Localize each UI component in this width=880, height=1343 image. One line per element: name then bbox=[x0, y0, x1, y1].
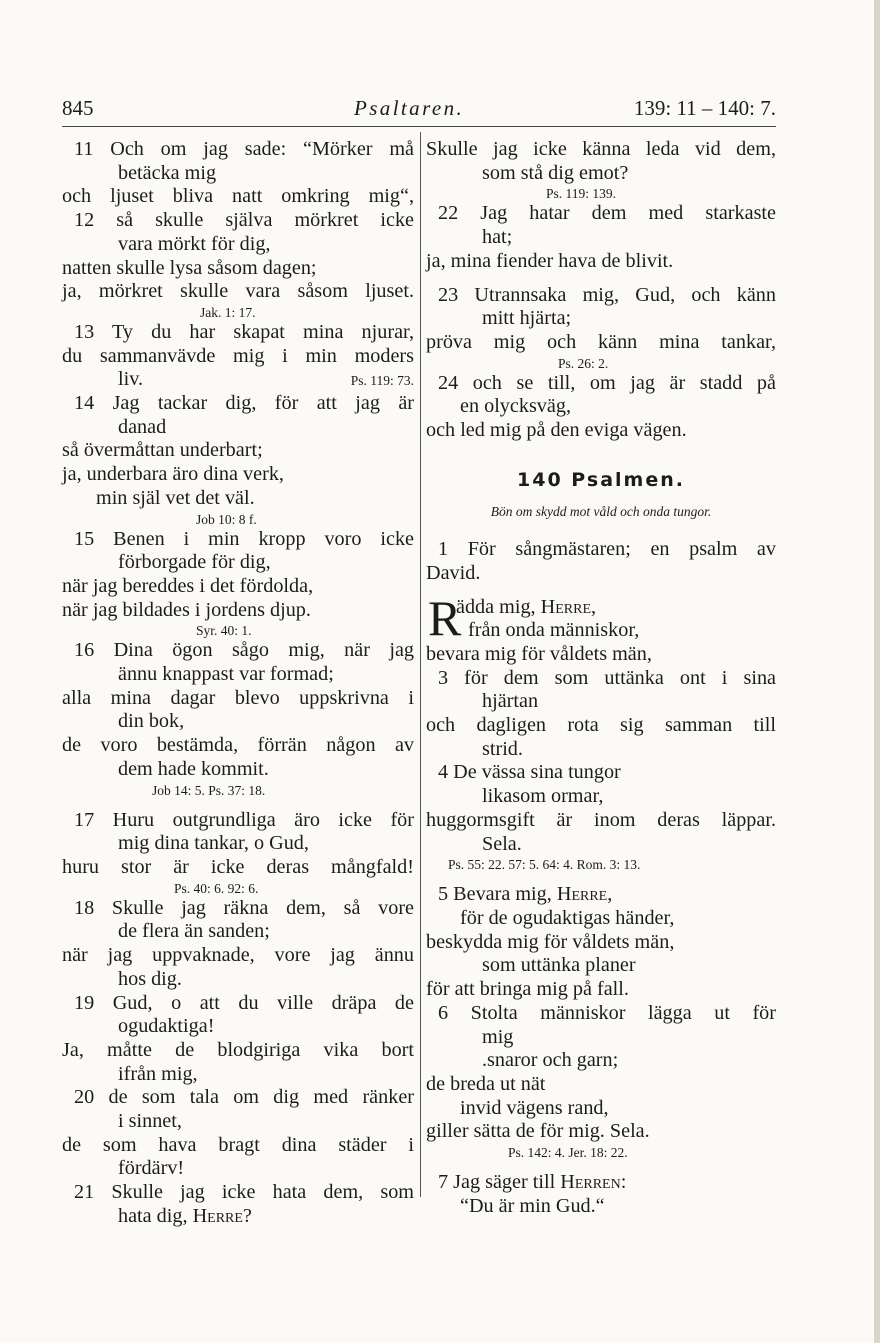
running-header bbox=[62, 96, 776, 130]
verse-line: huru stor är icke deras mångfald! bbox=[62, 855, 414, 878]
verse-line: betäcka mig bbox=[118, 161, 217, 184]
column-divider bbox=[420, 132, 421, 1197]
verse-text: 7 Jag säger till bbox=[438, 1171, 556, 1194]
verse-line: bevara mig för våldets män, bbox=[426, 642, 652, 665]
verse-line: 3 för dem som uttänka ont i sina bbox=[438, 666, 776, 689]
verse-line: 20 de som tala om dig med ränker bbox=[74, 1086, 414, 1109]
verse-line: 18 Skulle jag räkna dem, så vore bbox=[74, 896, 414, 919]
verse-line: 21 Skulle jag icke hata dem, som bbox=[74, 1181, 414, 1204]
verse-line: när jag uppvaknade, vore jag ännu bbox=[62, 944, 414, 967]
verse-line: min själ vet det väl. bbox=[96, 486, 255, 509]
divine-name: Herre, bbox=[556, 883, 613, 906]
verse-line: 12 så skulle själva mörkret icke bbox=[74, 209, 414, 232]
verse-line: likasom ormar, bbox=[482, 785, 604, 808]
verse-line: ja, mina fiender hava de blivit. bbox=[426, 249, 674, 272]
verse-line: 4 De vässa sina tungor bbox=[438, 761, 621, 784]
verse-line: och ljuset bliva natt omkring mig“, bbox=[62, 185, 414, 208]
divine-name: Herre, bbox=[540, 595, 597, 618]
verse-line: ja, mörkret skulle vara såsom ljuset. bbox=[62, 280, 414, 303]
verse-text: hata dig, bbox=[118, 1204, 188, 1227]
verse-line: ännu knappast var formad; bbox=[118, 663, 334, 686]
cross-reference: Job 14: 5. Ps. 37: 18. bbox=[152, 782, 266, 798]
verse-text: liv. bbox=[118, 368, 144, 391]
cross-reference: Ps. 40: 6. 92: 6. bbox=[174, 880, 259, 896]
verse-line: för att bringa mig på fall. bbox=[426, 978, 629, 1001]
verse-line: dem hade kommit. bbox=[118, 757, 269, 780]
verse-line bbox=[62, 1205, 414, 1229]
verse-line: och dagligen rota sig samman till bbox=[426, 714, 776, 737]
cross-reference: Ps. 55: 22. 57: 5. 64: 4. Rom. 3: 13. bbox=[448, 857, 641, 873]
verse-line bbox=[426, 596, 776, 620]
cross-reference: Jak. 1: 17. bbox=[200, 304, 256, 320]
verse-line: hos dig. bbox=[118, 967, 182, 990]
cross-reference: Syr. 40: 1. bbox=[196, 623, 252, 639]
verse-line: från onda människor, bbox=[468, 619, 640, 642]
verse-line: .snaror och garn; bbox=[482, 1049, 619, 1072]
cross-reference: Ps. 119: 73. bbox=[350, 373, 414, 389]
left-column bbox=[62, 138, 414, 1229]
verse-line: pröva mig och känn mina tankar, bbox=[426, 330, 776, 353]
verse-line: 17 Huru outgrundliga äro icke för bbox=[74, 808, 414, 831]
verse-line: som stå dig emot? bbox=[482, 161, 629, 184]
verse-line: så övermåttan underbart; bbox=[62, 439, 263, 462]
cross-reference: Job 10: 8 f. bbox=[196, 511, 257, 527]
verse-line: 6 Stolta människor lägga ut för bbox=[438, 1001, 776, 1024]
page-edge bbox=[874, 0, 880, 1343]
verse-line: ja, underbara äro dina verk, bbox=[62, 463, 284, 486]
verse-line: hjärtan bbox=[482, 690, 539, 713]
verse-line: 24 och se till, om jag är stadd på bbox=[438, 371, 776, 394]
verse-line: mig dina tankar, o Gud, bbox=[118, 832, 309, 855]
verse-line: mitt hjärta; bbox=[482, 307, 572, 330]
verse-line: förborgade för dig, bbox=[118, 551, 271, 574]
verse-line: din bok, bbox=[118, 710, 185, 733]
verse-line: 15 Benen i min kropp voro icke bbox=[74, 527, 414, 550]
drop-cap: R bbox=[428, 589, 462, 646]
verse-line: de som hava bragt dina städer i bbox=[62, 1133, 414, 1156]
verse-line: “Du är min Gud.“ bbox=[460, 1194, 605, 1217]
verse-line: fördärv! bbox=[118, 1157, 185, 1180]
verse-line: invid vägens rand, bbox=[460, 1096, 609, 1119]
verse-line: i sinnet, bbox=[118, 1110, 182, 1133]
verse-line: vara mörkt för dig, bbox=[118, 232, 271, 255]
verse-line: 16 Dina ögon sågo mig, när jag bbox=[74, 639, 414, 662]
header-rule bbox=[62, 126, 776, 127]
verse-line: 13 Ty du har skapat mina njurar, bbox=[74, 320, 414, 343]
verse-line: 22 Jag hatar dem med starkaste bbox=[438, 202, 776, 225]
verse-line: 11 Och om jag sade: “Mörker må bbox=[74, 138, 414, 160]
verse-line: ifrån mig, bbox=[118, 1062, 198, 1085]
verse-line bbox=[426, 1171, 776, 1195]
verse-line: 23 Utrannsaka mig, Gud, och känn bbox=[438, 283, 776, 306]
verse-line: en olycksväg, bbox=[460, 395, 572, 418]
verse-line: David. bbox=[426, 561, 481, 584]
verse-line: huggormsgift är inom deras läppar. bbox=[426, 808, 776, 831]
verse-line: giller sätta de för mig. Sela. bbox=[426, 1120, 650, 1143]
verse-line: natten skulle lysa såsom dagen; bbox=[62, 256, 317, 279]
verse-line: de flera än sanden; bbox=[118, 920, 270, 943]
verse-line: 19 Gud, o att du ville dräpa de bbox=[74, 991, 414, 1014]
verse-line: när jag bildades i jordens djup. bbox=[62, 598, 311, 621]
verse-line: hat; bbox=[482, 226, 513, 249]
page-number: 845 bbox=[62, 96, 94, 120]
verse-line: Ja, måtte de blodgiriga vika bort bbox=[62, 1038, 414, 1061]
chapter-reference: 139: 11 – 140: 7. bbox=[633, 96, 776, 120]
divine-name: Herren: bbox=[560, 1171, 627, 1194]
verse-text: ädda mig, bbox=[456, 595, 536, 618]
verse-line bbox=[62, 368, 414, 392]
verse-line: du sammanvävde mig i min moders bbox=[62, 344, 414, 367]
verse-line: 1 För sångmästaren; en psalm av bbox=[438, 538, 776, 561]
verse-line: som uttänka planer bbox=[482, 954, 636, 977]
verse-line: Skulle jag icke känna leda vid dem, bbox=[426, 138, 776, 160]
verse-line bbox=[426, 883, 776, 907]
psalm-subtitle: Bön om skydd mot våld och onda tungor. bbox=[490, 504, 712, 520]
cross-reference: Ps. 26: 2. bbox=[558, 355, 609, 371]
verse-line: ogudaktiga! bbox=[118, 1015, 215, 1038]
verse-line: 14 Jag tackar dig, för att jag är bbox=[74, 392, 414, 415]
verse-line: strid. bbox=[482, 737, 523, 760]
drop-cap-block bbox=[426, 589, 776, 646]
verse-line: danad bbox=[118, 415, 167, 438]
verse-line: för de ogudaktigas händer, bbox=[460, 906, 675, 929]
cross-reference: Ps. 119: 139. bbox=[546, 186, 617, 202]
verse-line: Sela. bbox=[482, 832, 522, 855]
verse-line: alla mina dagar blevo uppskrivna i bbox=[62, 686, 414, 709]
verse-line: när jag bereddes i det fördolda, bbox=[62, 574, 314, 597]
right-column bbox=[426, 138, 776, 1218]
book-title: Psaltaren. bbox=[354, 96, 465, 120]
verse-line: och led mig på den eviga vägen. bbox=[426, 419, 687, 442]
verse-line: beskydda mig för våldets män, bbox=[426, 930, 675, 953]
verse-line: de breda ut nät bbox=[426, 1072, 546, 1095]
cross-reference: Ps. 142: 4. Jer. 18: 22. bbox=[508, 1145, 628, 1161]
verse-line: de voro bestämda, förrän någon av bbox=[62, 734, 414, 757]
psalm-heading: 140 Psalmen. bbox=[517, 468, 685, 491]
verse-text: 5 Bevara mig, bbox=[438, 883, 552, 906]
divine-name: Herre? bbox=[192, 1204, 252, 1227]
verse-line: mig bbox=[482, 1025, 514, 1048]
